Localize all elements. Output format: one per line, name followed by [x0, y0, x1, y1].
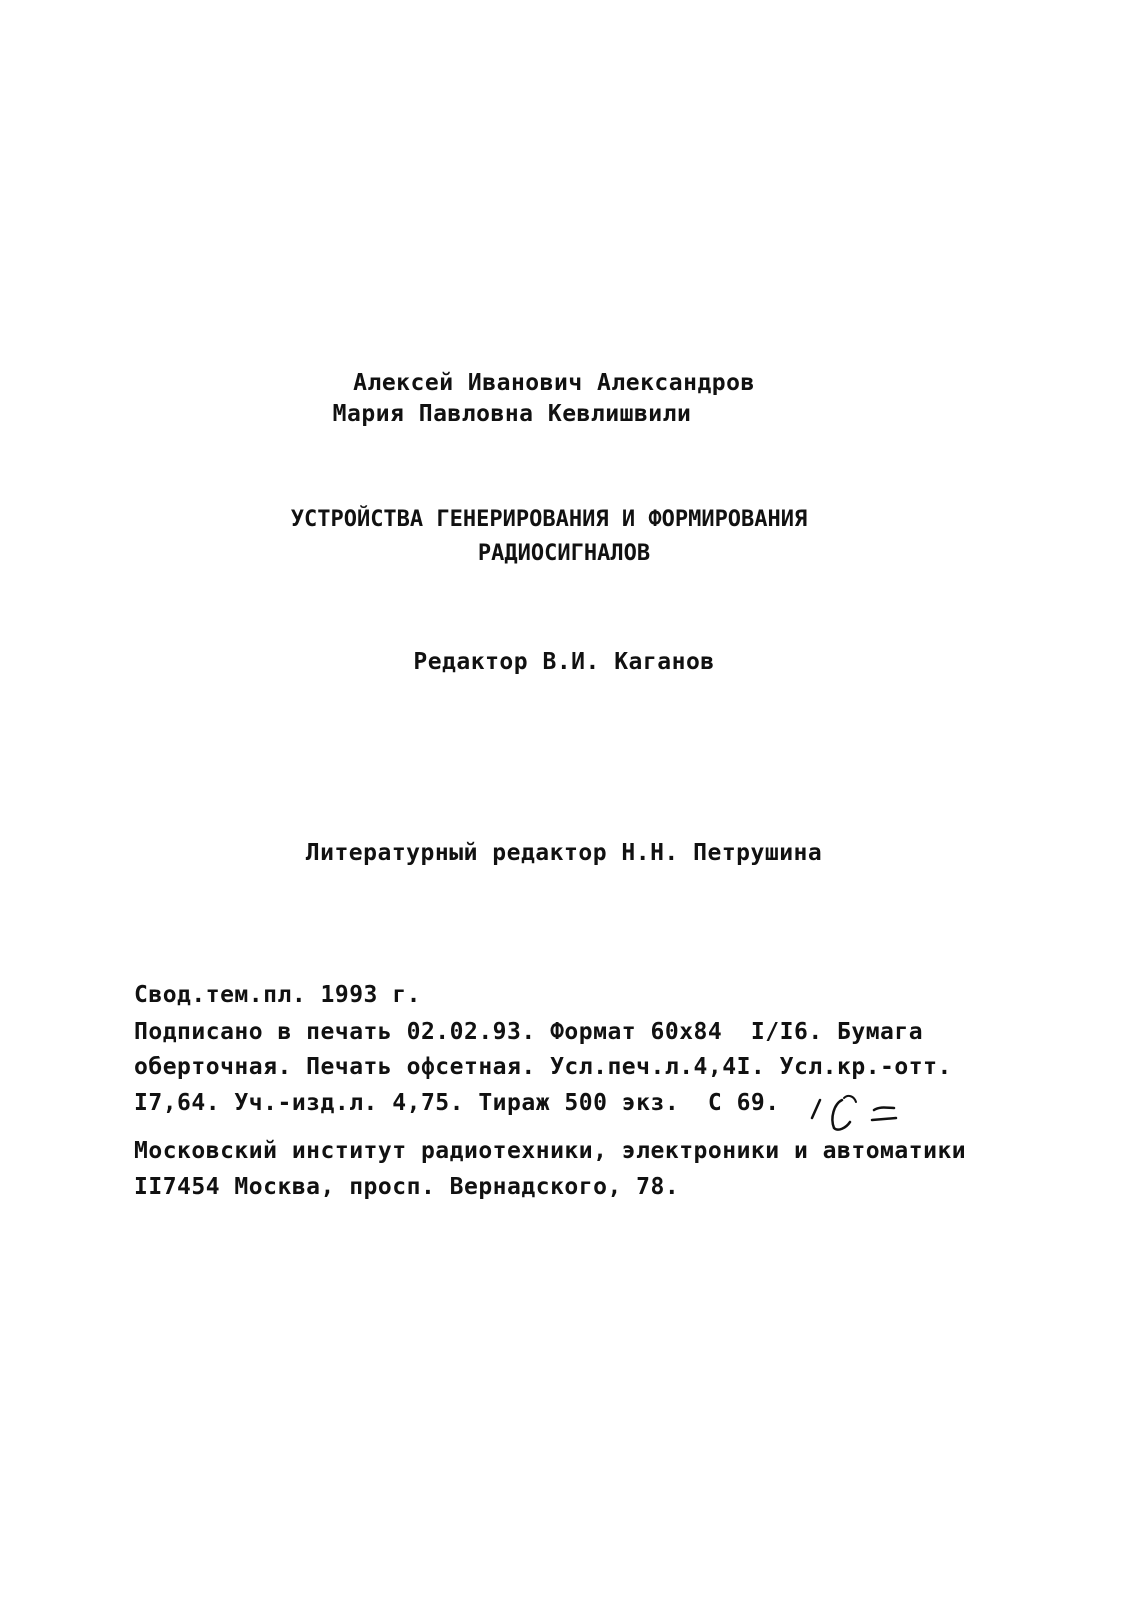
- literary-editor: Литературный редактор Н.Н. Петрушина: [305, 840, 823, 866]
- publisher-name: Московский институт радиотехники, электроники и автоматики: [134, 1138, 967, 1164]
- book-title-line-2: РАДИОСИГНАЛОВ: [477, 541, 651, 566]
- author-1: Алексей Иванович Александров: [353, 370, 755, 396]
- imprint-line-1: Свод.тем.пл. 1993 г.: [134, 982, 421, 1008]
- book-title-line-1: УСТРОЙСТВА ГЕНЕРИРОВАНИЯ И ФОРМИРОВАНИЯ: [290, 507, 808, 532]
- imprint-line-4: I7,64. Уч.-изд.л. 4,75. Тираж 500 экз. С 69.: [134, 1090, 780, 1116]
- handwritten-mark-icon: [808, 1088, 908, 1136]
- editor: Редактор В.И. Каганов: [413, 649, 715, 675]
- imprint-line-3: оберточная. Печать офсетная. Усл.печ.л.4,4I. Усл.кр.-отт.: [134, 1054, 952, 1080]
- imprint-line-2: Подписано в печать 02.02.93. Формат 60х84 I/I6. Бумага: [134, 1019, 924, 1045]
- publisher-address: II7454 Москва, просп. Вернадского, 78.: [134, 1174, 680, 1200]
- author-2: Мария Павловна Кевлишвили: [332, 401, 692, 427]
